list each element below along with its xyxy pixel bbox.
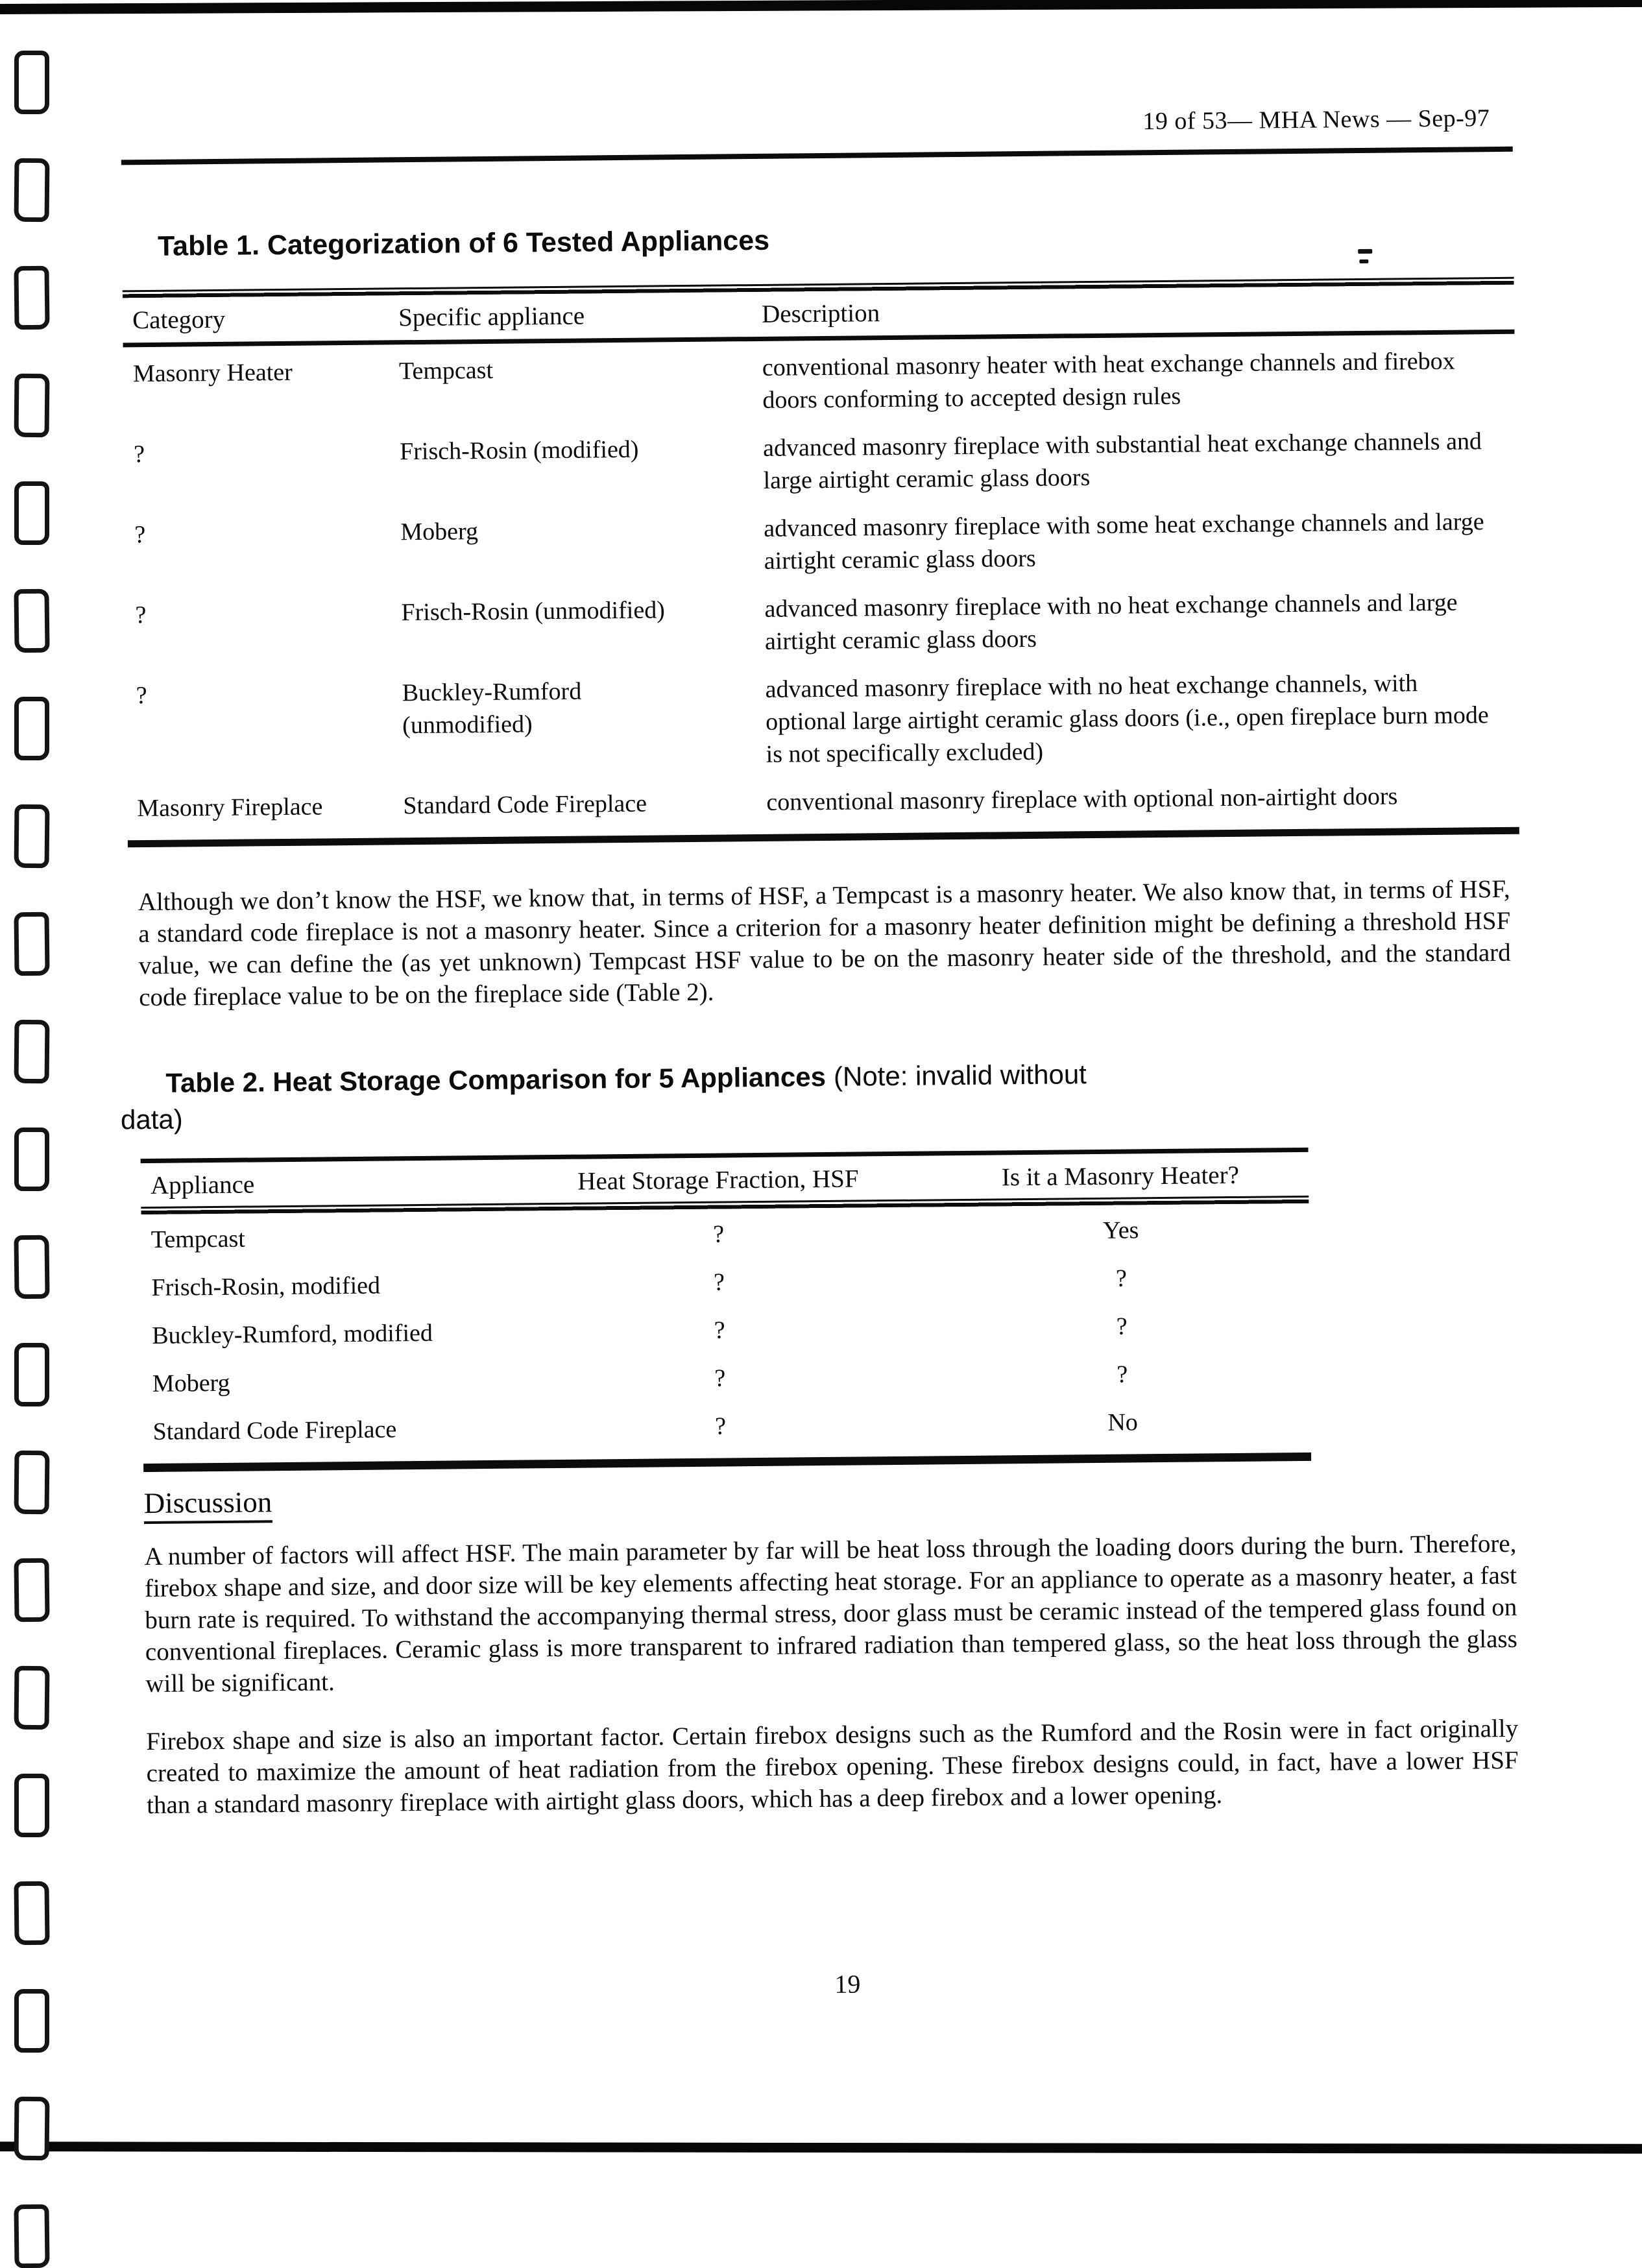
cell-description: conventional masonry heater with heat exchange channels and firebox doors conforming to accepted design rules <box>762 347 1455 414</box>
cell-hsf: ? <box>713 1220 725 1248</box>
cell-category: ? <box>136 682 147 710</box>
header-text: 19 of 53— MHA News — Sep-97 <box>1142 104 1490 136</box>
binding-hole <box>14 2097 49 2161</box>
cell-masonry: No <box>1107 1408 1138 1436</box>
cell-appliance: Buckley-Rumford, modified <box>152 1319 433 1349</box>
cell-category: ? <box>135 601 147 629</box>
cell-appliance: Tempcast <box>151 1225 246 1253</box>
binding-hole <box>14 2204 49 2268</box>
scan-edge-bottom <box>0 2141 1642 2154</box>
cell-description: conventional masonry fireplace with optional non-airtight doors <box>766 782 1398 816</box>
cell-appliance: Frisch-Rosin, modified <box>151 1272 381 1301</box>
scan-edge-top <box>0 0 1642 14</box>
table2-col-masonry: Is it a Masonry Heater? <box>1001 1161 1240 1192</box>
cell-masonry: Yes <box>1102 1216 1139 1244</box>
binding-hole <box>14 158 49 223</box>
cell-masonry: ? <box>1116 1312 1128 1340</box>
binding-hole <box>14 374 49 438</box>
cell-description: advanced masonry fireplace with some heat exchange channels and large airtight ceramic glass doors <box>764 508 1484 575</box>
cell-description: advanced masonry fireplace with substantial heat exchange channels and large airtight ceramic glass doors <box>762 428 1482 494</box>
binding-hole <box>14 697 49 760</box>
table-row <box>141 1261 1309 1304</box>
binding-hole <box>14 1989 49 2053</box>
binding-hole <box>14 912 49 976</box>
table-row <box>143 1357 1310 1400</box>
table2-title-bold: Table 2. Heat Storage Comparison for 5 Appliances <box>165 1061 827 1098</box>
table2 <box>141 1148 1312 1472</box>
cell-category: ? <box>134 521 146 549</box>
table2-col-hsf: Heat Storage Fraction, HSF <box>577 1164 859 1196</box>
table1-col-category: Category <box>132 305 226 335</box>
header-rule <box>121 147 1513 165</box>
binding-hole <box>14 1020 49 1084</box>
cell-category: ? <box>133 440 145 468</box>
cell-appliance: Frisch-Rosin (modified) <box>399 435 639 466</box>
binding-hole <box>14 804 49 869</box>
cell-hsf: ? <box>713 1268 725 1296</box>
page-number: 19 <box>834 1969 861 1999</box>
scan-edge-dash <box>1593 1 1638 3</box>
table-row <box>125 586 1517 664</box>
binding-hole <box>14 1666 49 1730</box>
binding-hole <box>14 51 49 114</box>
table1-body <box>123 334 1519 825</box>
binding-holes <box>14 51 49 2268</box>
table-row <box>126 666 1518 777</box>
cell-masonry: ? <box>1117 1360 1128 1388</box>
binding-hole <box>14 1451 49 1515</box>
table2-body <box>141 1203 1310 1448</box>
page-content <box>121 91 1530 2006</box>
table2-title <box>165 1055 1521 1099</box>
cell-appliance: Frisch-Rosin (unmodified) <box>401 596 666 627</box>
table-row <box>143 1405 1310 1448</box>
binding-hole <box>14 1558 49 1623</box>
discussion-heading: Discussion <box>143 1485 272 1524</box>
table2-title-note-cont: data) <box>120 1104 183 1135</box>
binding-hole <box>14 1235 49 1299</box>
cell-appliance: Standard Code Fireplace <box>403 790 647 820</box>
discussion-paragraph-2: Firebox shape and size is also an important factor. Certain firebox designs such as the Rumford and the Rosin were in fact originally created to maximize the amount of heat radiation from the firebox opening. These firebox designs could, in fact, have a lower HSF than a standard masonry fireplace with airtight glass doors, which has a deep firebox and a lower opening. <box>146 1714 1519 1820</box>
table-row <box>141 1212 1309 1256</box>
binding-hole <box>14 1343 49 1406</box>
table2-title-note: (Note: invalid without <box>833 1059 1087 1092</box>
binding-hole <box>14 1774 49 1837</box>
cell-hsf: ? <box>714 1364 726 1392</box>
table-row <box>127 779 1519 825</box>
cell-category: Masonry Fireplace <box>137 793 323 823</box>
cell-category: Masonry Heater <box>132 358 293 388</box>
table1-bottom-rule <box>128 827 1519 848</box>
cell-appliance: Moberg <box>152 1369 230 1397</box>
paragraph-hsf-definition: Although we don’t know the HSF, we know that, in terms of HSF, a Tempcast is a masonry heater. We also know that, in terms of HSF, a standard code fireplace is not a masonry heater. Since a criterion for a masonry heater definition might be defining a threshold HSF value, we can define the (as yet unknown) Tempcast HSF value to be on the masonry heater side of the threshold, and the standard code fireplace value to be on the fireplace side (Table 2). <box>138 875 1511 1012</box>
cell-description: advanced masonry fireplace with no heat exchange channels and large airtight ceramic glass doors <box>764 588 1458 655</box>
table1-col-description: Description <box>761 299 880 328</box>
cell-appliance: Standard Code Fireplace <box>152 1416 397 1445</box>
table2-bottom-rule <box>143 1453 1311 1472</box>
table1-col-appliance: Specific appliance <box>398 302 585 332</box>
table-row <box>124 425 1516 503</box>
table-row <box>142 1309 1310 1352</box>
cell-hsf: ? <box>714 1316 725 1344</box>
binding-hole <box>14 1881 49 1946</box>
cell-appliance: Moberg <box>400 518 479 546</box>
binding-hole <box>14 266 49 330</box>
cell-hsf: ? <box>714 1412 727 1440</box>
page-header <box>121 104 1512 146</box>
discussion-paragraph-1: A number of factors will affect HSF. The main parameter by far will be heat loss through the loading doors during the burn. Therefore, firebox shape and size, and door size will be key elements affecting heat storage. For an appliance to operate as a masonry heater, a fast burn rate is required. To withstand the accompanying thermal stress, door glass must be ceramic instead of the tempered glass found on conventional fireplaces. Ceramic glass is more transparent to infrared radiation than tempered glass, so the heat loss through the glass will be significant. <box>144 1529 1517 1698</box>
table1 <box>123 277 1519 848</box>
binding-hole <box>14 481 49 545</box>
cell-appliance: Tempcast <box>398 356 494 385</box>
table1-title: Table 1. Categorization of 6 Tested Appliances <box>157 224 770 262</box>
cell-appliance: Buckley-Rumford (unmodified) <box>402 677 582 740</box>
binding-hole <box>14 589 49 653</box>
cell-description: advanced masonry fireplace with no heat exchange channels, with optional large airtight ceramic glass doors (i.e., open fireplace burn mode is not specifically excluded) <box>765 670 1489 768</box>
table2-col-appliance: Appliance <box>150 1170 255 1200</box>
binding-hole <box>14 1128 49 1191</box>
cell-masonry: ? <box>1115 1264 1128 1292</box>
table-row <box>123 344 1515 423</box>
scan-artifact <box>1358 249 1372 263</box>
table-row <box>125 505 1517 584</box>
